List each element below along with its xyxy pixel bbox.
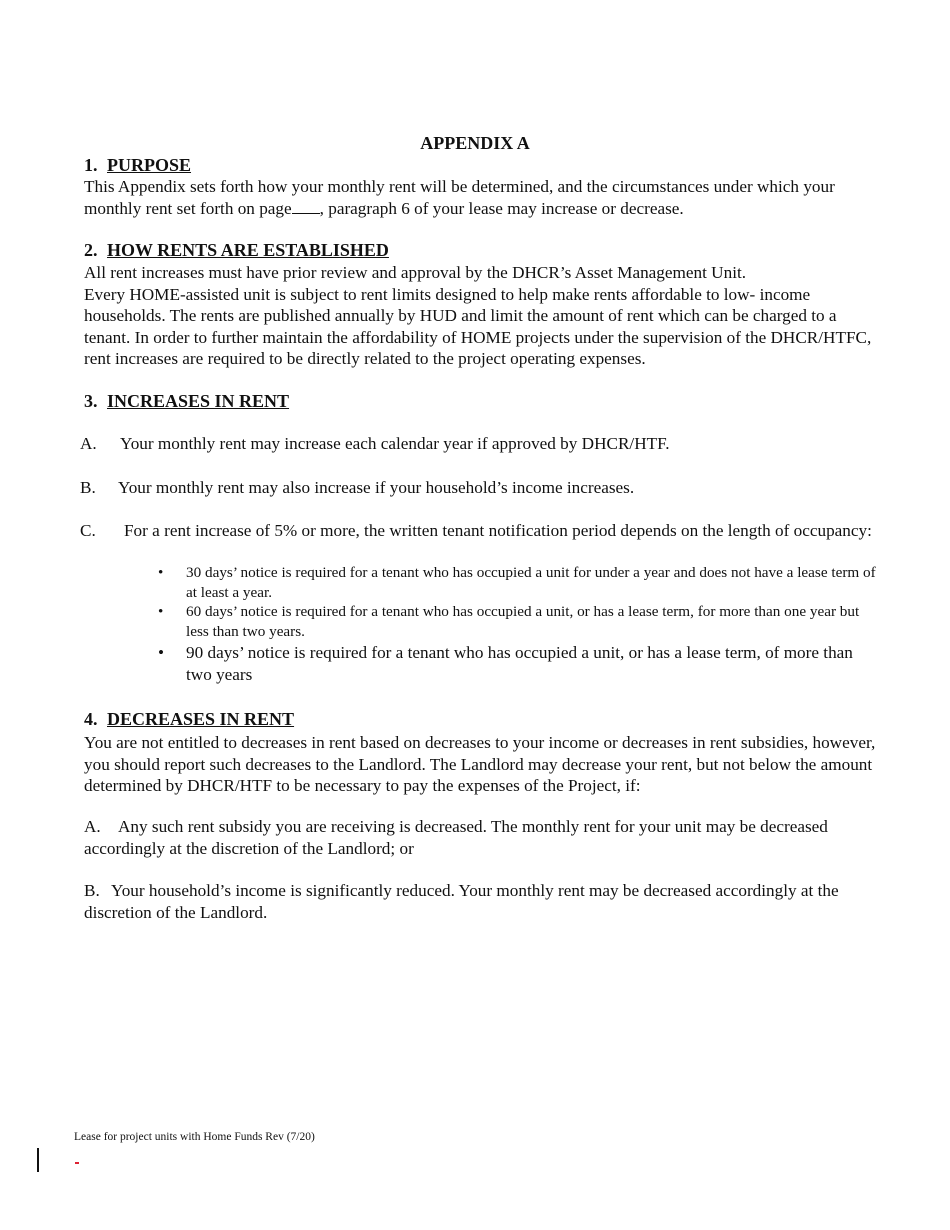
item-label: B. xyxy=(84,881,100,900)
purpose-text-end: , paragraph 6 of your lease may increase or decrease. xyxy=(319,198,684,218)
increase-item-c xyxy=(74,520,884,542)
item-label: A. xyxy=(80,434,97,453)
rents-established-paragraph xyxy=(84,262,884,370)
purpose-paragraph xyxy=(84,176,884,219)
list-item xyxy=(158,642,878,686)
section-3-title: INCREASES IN RENT xyxy=(107,391,290,411)
increase-item-a xyxy=(80,433,900,455)
item-text: Your monthly rent may increase each calendar year if approved by DHCR/HTF. xyxy=(120,434,670,453)
revision-mark xyxy=(75,1162,79,1164)
section-1-number: 1. xyxy=(84,155,98,175)
list-item xyxy=(158,602,878,641)
bullet-text: 90 days’ notice is required for a tenant who has occupied a unit, or has a lease term, of more than two years xyxy=(186,643,853,684)
page-title: APPENDIX A xyxy=(420,133,530,153)
bullet-glyph: • xyxy=(158,564,164,581)
increase-item-b xyxy=(80,477,900,499)
section-1-title: PURPOSE xyxy=(107,155,192,175)
bullet-text: 60 days’ notice is required for a tenant who has occupied a unit, or has a lease term, for more than one year but less than two years. xyxy=(186,603,860,640)
decrease-item-a xyxy=(84,816,884,860)
list-item xyxy=(158,563,878,602)
page-footer: Lease for project units with Home Funds Rev (7/20) xyxy=(74,1131,315,1143)
section-3-heading xyxy=(84,391,289,412)
item-text: Your monthly rent may also increase if your household’s income increases. xyxy=(118,478,635,497)
purpose-text-start: This Appendix sets forth how your monthly rent will be determined, and the circumstances under which your monthly rent set forth on page xyxy=(84,177,835,218)
rent-limits-text: Every HOME-assisted unit is subject to rent limits designed to help make rents affordable to low- income households. The rents are published annually by HUD and limit the amount of rent which can be charged to a tenant. In order to further maintain the affordability of HOME projects under the supervision of the DHCR/HTFC, rent increases are required to be directly related to the project operating expenses. xyxy=(84,284,872,368)
page-number-blank xyxy=(292,199,320,214)
section-2-heading xyxy=(84,240,389,261)
section-1-heading xyxy=(84,155,191,176)
item-label: C. xyxy=(80,521,96,540)
section-4-title: DECREASES IN RENT xyxy=(107,709,295,729)
decreases-text: You are not entitled to decreases in rent based on decreases to your income or decreases in rent subsidies, however, you should report such decreases to the Landlord. The Landlord may decrease your rent, but not below the amount determined by DHCR/HTF to be necessary to pay the expenses of the Project, if: xyxy=(84,733,876,795)
section-2-title: HOW RENTS ARE ESTABLISHED xyxy=(107,240,389,260)
item-text: Any such rent subsidy you are receiving is decreased. The monthly rent for your unit may be decreased accordingly at the discretion of the Landlord; or xyxy=(84,817,828,858)
item-text: For a rent increase of 5% or more, the written tenant notification period depends on the length of occupancy: xyxy=(124,521,872,540)
section-2-number: 2. xyxy=(84,240,98,260)
notice-period-list xyxy=(158,563,878,686)
bullet-text: 30 days’ notice is required for a tenant who has occupied a unit for under a year and does not have a lease term of at least a year. xyxy=(186,564,876,601)
approval-line: All rent increases must have prior review and approval by the DHCR’s Asset Management Unit. xyxy=(84,263,747,282)
text-cursor xyxy=(37,1148,39,1172)
section-3-number: 3. xyxy=(84,391,98,411)
section-4-number: 4. xyxy=(84,709,98,729)
decrease-item-b xyxy=(84,880,884,924)
item-label: B. xyxy=(80,478,96,497)
decreases-paragraph xyxy=(84,732,884,797)
item-label: A. xyxy=(84,817,101,836)
bullet-glyph: • xyxy=(158,643,165,662)
bullet-glyph: • xyxy=(158,603,164,620)
item-text: Your household’s income is significantly reduced. Your monthly rent may be decreased accordingly at the discretion of the Landlord. xyxy=(84,881,839,922)
section-4-heading xyxy=(84,709,294,730)
